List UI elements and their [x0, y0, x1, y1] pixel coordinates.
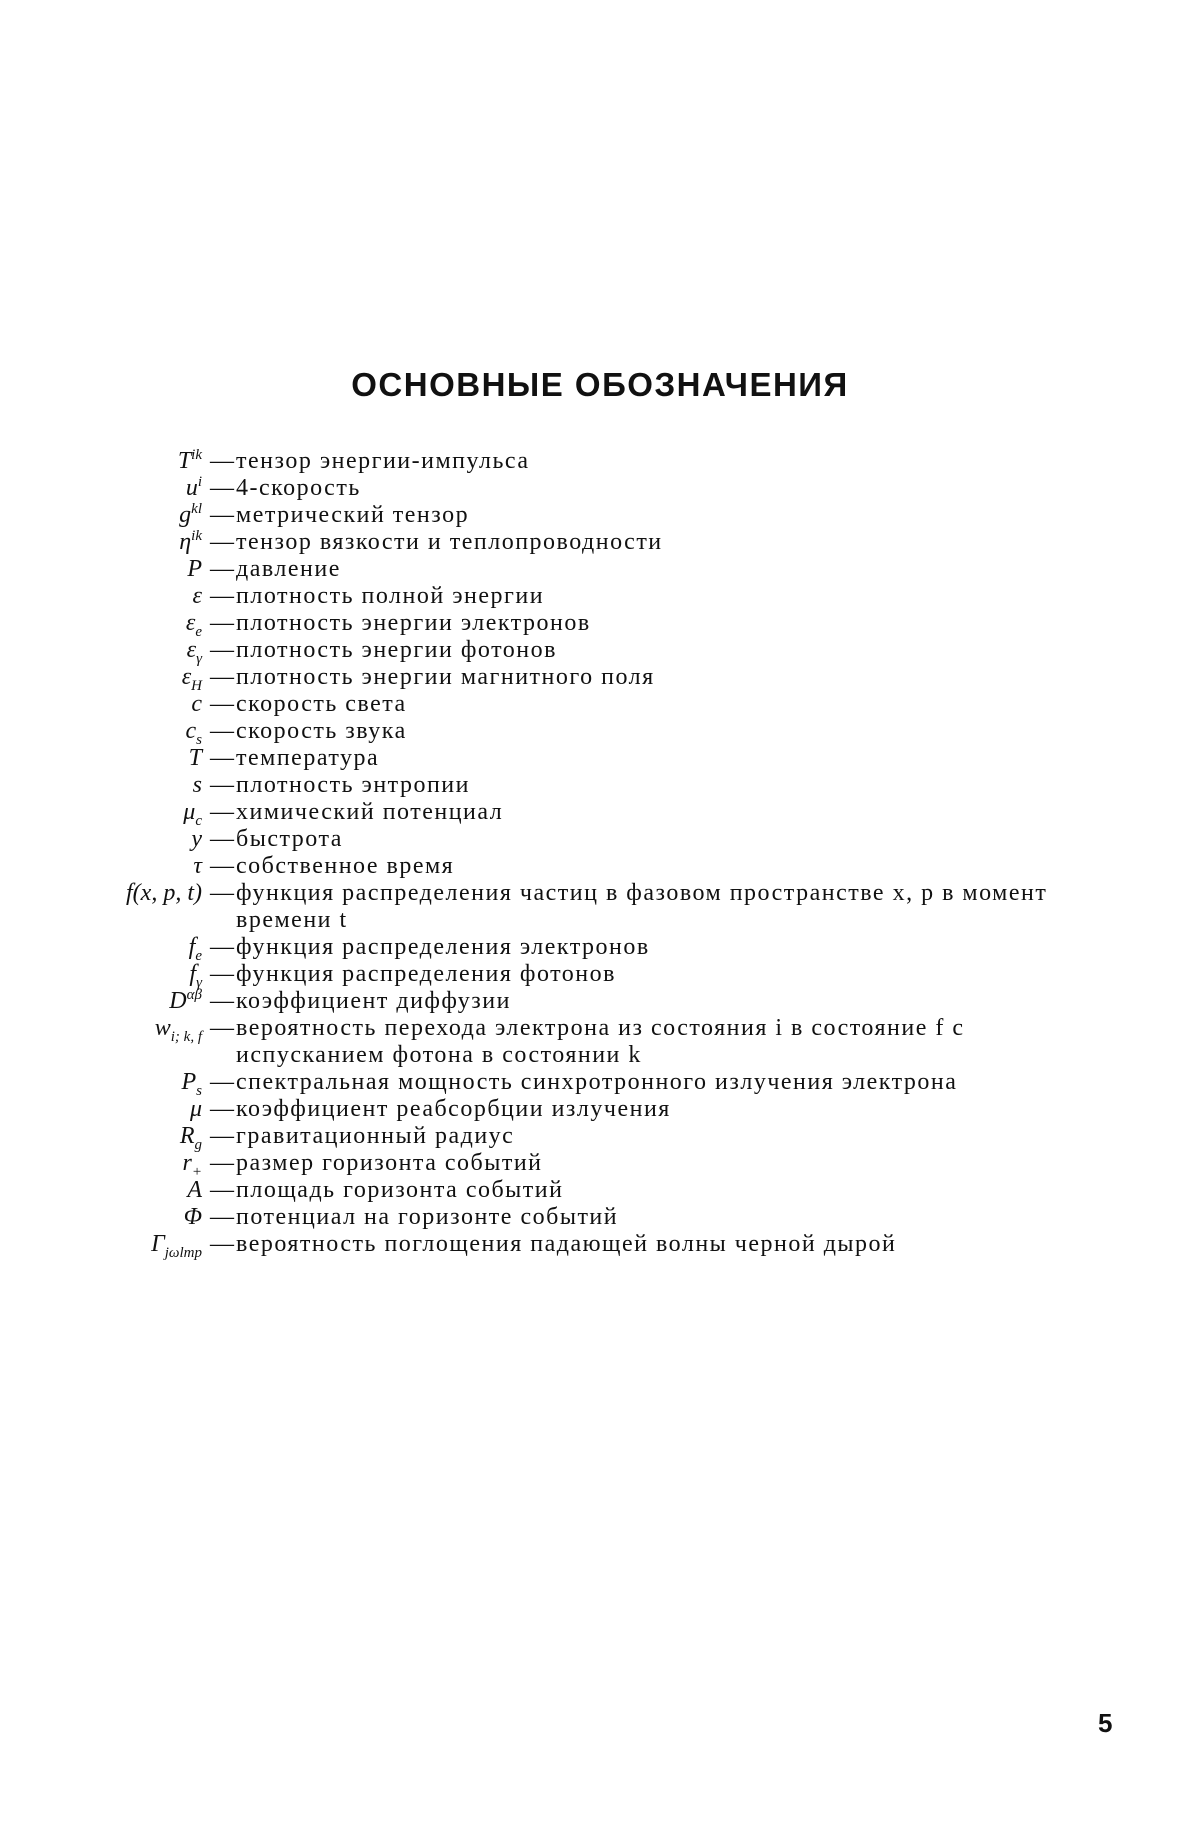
symbol-base: c — [191, 691, 202, 717]
symbol-subscript: c — [195, 812, 202, 829]
notation-entry — [0, 826, 1200, 853]
symbol-superscript: i — [197, 474, 202, 490]
separator-dash: — — [210, 718, 234, 744]
notation-definition: гравитационный радиус — [236, 1123, 515, 1149]
notation-definition: размер горизонта событий — [236, 1150, 543, 1176]
symbol-base: y — [191, 826, 202, 852]
symbol-superscript: kl — [191, 501, 202, 517]
notation-symbol — [0, 664, 208, 694]
symbol-base: R — [179, 1123, 195, 1149]
separator-dash: — — [210, 1123, 234, 1149]
notation-entry — [0, 664, 1200, 694]
symbol-base: η — [179, 529, 192, 555]
notation-definition: плотность энтропии — [236, 772, 470, 798]
notation-entry — [0, 1204, 1200, 1231]
notation-definition: давление — [236, 556, 341, 582]
notation-definition: 4-скорость — [236, 475, 361, 501]
notation-entry — [0, 448, 1200, 475]
notation-symbol — [0, 934, 208, 964]
notation-entry — [0, 1015, 1200, 1069]
notation-definition: коэффициент диффузии — [236, 988, 511, 1014]
separator-dash: — — [210, 556, 234, 582]
symbol-base: Φ — [183, 1204, 202, 1230]
separator-dash: — — [210, 610, 234, 636]
notation-definition: вероятность поглощения падающей волны черной дырой — [236, 1231, 897, 1257]
separator-dash: — — [210, 1069, 234, 1095]
notation-definition: скорость звука — [236, 718, 407, 744]
separator-dash: — — [210, 745, 234, 771]
notation-entry — [0, 1150, 1200, 1180]
symbol-base: c — [185, 718, 197, 744]
symbol-base: g — [179, 502, 192, 528]
symbol-base: ε — [181, 664, 192, 690]
notation-definition: потенциал на горизонте событий — [236, 1204, 619, 1230]
notation-definition: плотность полной энергии — [236, 583, 545, 609]
symbol-subscript: e — [195, 623, 202, 640]
separator-dash: — — [210, 853, 234, 879]
separator-dash: — — [210, 880, 234, 906]
notation-symbol — [0, 502, 208, 529]
notation-symbol — [0, 583, 208, 610]
symbol-base: f — [188, 934, 196, 960]
separator-dash: — — [210, 826, 234, 852]
separator-dash: — — [210, 529, 234, 555]
separator-dash: — — [210, 988, 234, 1014]
notation-entry — [0, 1069, 1200, 1099]
separator-dash: — — [210, 1096, 234, 1122]
symbol-subscript: g — [194, 1136, 202, 1153]
separator-dash: — — [210, 475, 234, 501]
symbol-base: τ — [193, 853, 202, 879]
notation-symbol — [0, 448, 208, 475]
notation-entry — [0, 934, 1200, 964]
notation-entry — [0, 691, 1200, 718]
symbol-subscript: s — [196, 731, 202, 748]
notation-definition: коэффициент реабсорбции излучения — [236, 1096, 671, 1122]
symbol-subscript: γ — [196, 650, 202, 667]
notation-symbol — [0, 1069, 208, 1099]
notation-symbol — [0, 718, 208, 748]
page-number: 5 — [1098, 1708, 1113, 1738]
symbol-base: f — [189, 961, 197, 987]
notation-entry — [0, 799, 1200, 829]
notation-symbol — [0, 772, 208, 799]
notation-symbol — [0, 1150, 208, 1180]
symbol-base: P — [187, 556, 202, 582]
symbol-base: Γ — [151, 1231, 165, 1257]
separator-dash: — — [210, 1204, 234, 1230]
notation-definition: плотность энергии фотонов — [236, 637, 557, 663]
notation-definition: собственное время — [236, 853, 455, 879]
notation-definition: плотность энергии магнитного поля — [236, 664, 655, 690]
notation-symbol — [0, 880, 208, 907]
notation-symbol — [0, 988, 208, 1015]
notation-definition: тензор вязкости и теплопроводности — [236, 529, 663, 555]
symbol-base: ε — [192, 583, 202, 609]
symbol-base: f(x, p, t) — [126, 880, 202, 906]
symbol-subscript: H — [191, 677, 202, 694]
symbol-base: w — [154, 1015, 171, 1041]
notation-entry — [0, 583, 1200, 610]
separator-dash: — — [210, 1150, 234, 1176]
separator-dash: — — [210, 448, 234, 474]
separator-dash: — — [210, 583, 234, 609]
notation-symbol — [0, 475, 208, 502]
notation-entry — [0, 1123, 1200, 1153]
symbol-base: r — [182, 1150, 192, 1176]
separator-dash: — — [210, 1177, 234, 1203]
notation-definition: спектральная мощность синхротронного излучения электрона — [236, 1069, 958, 1095]
symbol-subscript: e — [195, 947, 202, 964]
notation-definition: вероятность перехода электрона из состояния i в состояние f с испусканием фотона в состоянии k — [236, 1015, 965, 1068]
notation-symbol — [0, 1096, 208, 1123]
symbol-subscript: + — [191, 1163, 202, 1180]
symbol-subscript: i; k, f — [170, 1028, 202, 1045]
notation-entry — [0, 637, 1200, 667]
symbol-subscript: γ — [196, 974, 202, 991]
notation-symbol — [0, 529, 208, 556]
separator-dash: — — [210, 1015, 234, 1041]
separator-dash: — — [210, 961, 234, 987]
separator-dash: — — [210, 772, 234, 798]
symbol-base: A — [187, 1177, 202, 1203]
notation-definition: быстрота — [236, 826, 343, 852]
separator-dash: — — [210, 502, 234, 528]
notation-symbol — [0, 637, 208, 667]
notation-definition: химический потенциал — [236, 799, 504, 825]
notation-entry — [0, 556, 1200, 583]
symbol-base: u — [185, 475, 198, 501]
notation-entry — [0, 610, 1200, 640]
notation-symbol — [0, 826, 208, 853]
notation-symbol — [0, 1177, 208, 1204]
separator-dash: — — [210, 664, 234, 690]
separator-dash: — — [210, 934, 234, 960]
notation-symbol — [0, 610, 208, 640]
notation-symbol — [0, 745, 208, 772]
notation-symbol — [0, 1231, 208, 1261]
separator-dash: — — [210, 799, 234, 825]
separator-dash: — — [210, 637, 234, 663]
notation-definition: температура — [236, 745, 380, 771]
notation-entry — [0, 880, 1200, 934]
notation-entry — [0, 1231, 1200, 1261]
separator-dash: — — [210, 691, 234, 717]
notation-symbol — [0, 799, 208, 829]
separator-dash: — — [210, 1231, 234, 1257]
notation-entry — [0, 1096, 1200, 1123]
notation-symbol — [0, 556, 208, 583]
notation-entry — [0, 961, 1200, 991]
symbol-base: ε — [185, 610, 196, 636]
symbol-subscript: s — [196, 1082, 202, 1099]
notation-symbol — [0, 961, 208, 991]
notation-definition: функция распределения частиц в фазовом пространстве x, p в момент времени t — [236, 880, 1048, 933]
notation-symbol — [0, 1204, 208, 1231]
notation-entry — [0, 853, 1200, 880]
symbol-base: s — [192, 772, 202, 798]
notation-symbol — [0, 691, 208, 718]
notation-entry — [0, 475, 1200, 502]
notation-symbol — [0, 853, 208, 880]
notation-entry — [0, 745, 1200, 772]
symbol-superscript: αβ — [186, 987, 202, 1003]
page-title: ОСНОВНЫЕ ОБОЗНАЧЕНИЯ — [351, 366, 849, 403]
notation-definition: плотность энергии электронов — [236, 610, 591, 636]
notation-entry — [0, 772, 1200, 799]
symbol-superscript: ik — [191, 528, 202, 544]
notation-definition: скорость света — [236, 691, 407, 717]
notation-symbol — [0, 1015, 208, 1045]
notation-definition: функция распределения фотонов — [236, 961, 616, 987]
symbol-base: T — [177, 448, 192, 474]
symbol-base: μ — [189, 1096, 202, 1122]
notation-symbol — [0, 1123, 208, 1153]
notation-definition: функция распределения электронов — [236, 934, 650, 960]
notation-entry — [0, 988, 1200, 1015]
symbol-base: ε — [186, 637, 197, 663]
notation-entry — [0, 529, 1200, 556]
symbol-base: D — [169, 988, 187, 1014]
notation-entry — [0, 1177, 1200, 1204]
notation-list — [0, 447, 1200, 1261]
symbol-base: P — [181, 1069, 197, 1095]
symbol-subscript: jωlmp — [164, 1244, 202, 1261]
notation-definition: тензор энергии-импульса — [236, 448, 530, 474]
notation-entry — [0, 502, 1200, 529]
symbol-superscript: ik — [191, 447, 202, 463]
notation-entry — [0, 718, 1200, 748]
notation-definition: метрический тензор — [236, 502, 470, 528]
notation-definition: площадь горизонта событий — [236, 1177, 564, 1203]
symbol-base: T — [188, 745, 202, 771]
symbol-base: μ — [183, 799, 196, 825]
